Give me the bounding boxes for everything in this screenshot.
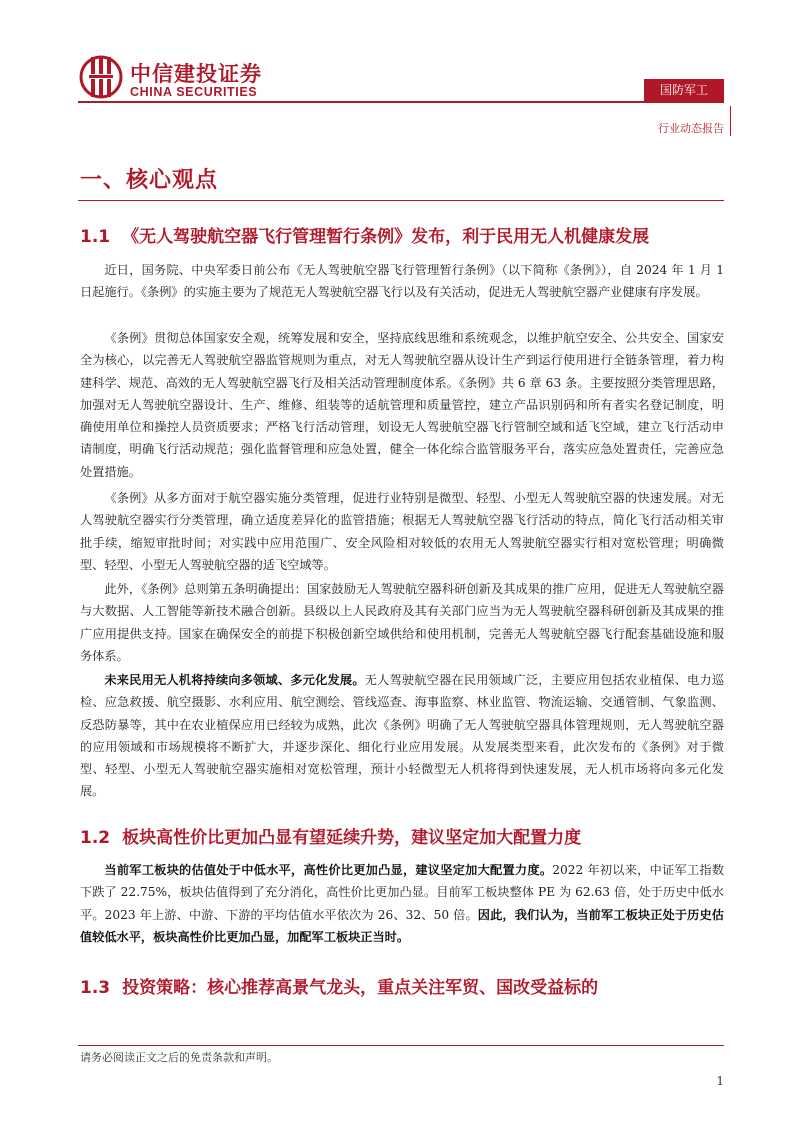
citic-logo-icon	[78, 54, 124, 100]
subsection-heading-1-2	[80, 823, 581, 848]
page-number: 1	[716, 1074, 724, 1088]
logo-text-en: CHINA SECURITIES	[130, 85, 258, 99]
subsection-title: 投资策略：核心推荐高景气龙头，重点关注军贸、国改受益标的	[122, 978, 599, 998]
section-divider	[78, 200, 724, 201]
paragraph-1: 近日，国务院、中央军委日前公布《无人驾驶航空器飞行管理暂行条例》（以下简称《条例》），自 2024 年 1 月 1 日起施行。《条例》的实施主要为了规范无人驾驶航空器飞行以及有关活动，促进无人驾驶航空器产业健康有序发展。	[80, 263, 724, 300]
paragraph-3: 《条例》从多方面对于航空器实施分类管理，促进行业特别是微型、轻型、小型无人驾驶航空器的快速发展。对无人驾驶航空器实行分类管理，确立适度差异化的监管措施；根据无人驾驶航空器飞行活动的特点，简化飞行活动相关审批手续，缩短审批时间；对实践中应用范围广、安全风险相对较低的农用无人驾驶航空器实行相对宽松管理；明确微型、轻型、小型无人驾驶航空器的适飞空域等。	[80, 491, 724, 572]
subsection-title: 板块高性价比更加凸显有望延续升势，建议坚定加大配置力度	[122, 828, 582, 848]
subsection-heading-1-1	[80, 222, 649, 247]
header-side-divider	[730, 106, 731, 136]
subsection-title: 《无人驾驶航空器飞行管理暂行条例》发布，利于民用无人机健康发展	[122, 227, 650, 247]
subsection-number: 1.1	[80, 227, 111, 247]
subsection-number: 1.3	[80, 978, 111, 998]
logo-text-cn: 中信建投证券	[130, 62, 262, 86]
subsection-number: 1.2	[80, 828, 111, 848]
header-divider	[78, 101, 724, 103]
paragraph-2: 《条例》贯彻总体国家安全观，统筹发展和安全，坚持底线思维和系统观念，以维护航空安全、公共安全、国家安全为核心，以完善无人驾驶航空器监管规则为重点，对无人驾驶航空器从设计生产到运行使用进行全链条管理，着力构建科学、规范、高效的无人驾驶航空器飞行及相关活动管理制度体系。《条例》共 6 章 63 条。主要按照分类管理思路，加强对无人驾驶航空器设计、生产、维修、组装等的适航管理和质量管控，建立产品识别码和所有者实名登记制度，明确使用单位和操控人员资质要求；严格飞行活动管理，划设无人驾驶航空器飞行管制空域和适飞空域，建立飞行活动申请制度，明确飞行活动规范；强化监督管理和应急处置，健全一体化综合监管服务平台，落实应急处置责任，完善应急处置措施。	[80, 331, 724, 479]
paragraph-6-lead: 当前军工板块的估值处于中低水平，高性价比更加凸显，建议坚定加大配置力度。	[104, 863, 553, 877]
paragraph-6-body: 2022 年初以来，中证军工指数下跌了 22.75%，板块估值得到了充分消化，高性价比更加凸显。目前军工板块整体 PE 为 62.63 倍，处于历史中低水平。2023 年上游、中游、下游的平均估值水平依次为 26、32、50 倍。	[80, 863, 725, 922]
paragraph-4: 此外，《条例》总则第五条明确提出：国家鼓励无人驾驶航空器科研创新及其成果的推广应用，促进无人驾驶航空器与大数据、人工智能等新技术融合创新。县级以上人民政府及其有关部门应当为无人驾驶航空器科研创新及其成果的推广应用提供支持。国家在确保安全的前提下积极创新空域供给和使用机制，完善无人驾驶航空器飞行配套基础设施和服务体系。	[80, 582, 724, 663]
paragraph-5	[80, 669, 724, 803]
report-type-label: 行业动态报告	[658, 122, 724, 135]
subsection-heading-1-3	[80, 973, 598, 998]
paragraph-5-body: 无人驾驶航空器在民用领域广泛，主要应用包括农业植保、电力巡检、应急救援、航空摄影、水利应用、航空测绘、管线巡查、海事监察、林业监管、物流运输、交通管制、气象监测、反恐防暴等，其中在农业植保应用已经较为成熟，此次《条例》明确了无人驾驶航空器具体管理规则，无人驾驶航空器的应用领域和市场规模将不断扩大，并逐步深化、细化行业应用发展。从发展类型来看，此次发布的《条例》对于微型、轻型、小型无人驾驶航空器实施相对宽松管理，预计小轻微型无人机将得到快速发展，无人机市场将向多元化发展。	[80, 673, 725, 799]
paragraph-6	[80, 859, 724, 948]
paragraph-5-lead: 未来民用无人机将持续向多领域、多元化发展。	[104, 673, 365, 687]
section-title: 一、核心观点	[80, 168, 219, 193]
paragraph-6-conclusion: 因此，我们认为，当前军工板块正处于历史估值较低水平，板块高性价比更加凸显，加配军工板块正当时。	[80, 907, 724, 944]
footer-divider	[78, 1045, 724, 1046]
disclaimer-note: 请务必阅读正文之后的免责条款和声明。	[80, 1051, 278, 1064]
sector-tag: 国防军工	[644, 79, 724, 101]
